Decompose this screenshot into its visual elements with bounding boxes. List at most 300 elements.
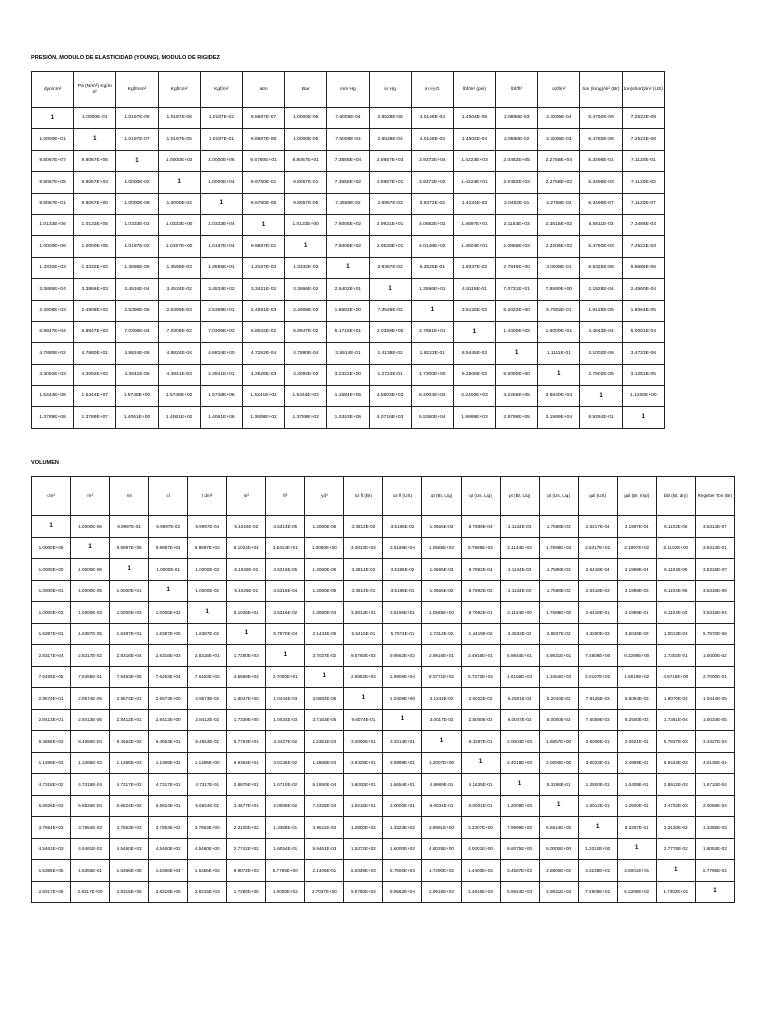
table-cell: 5.7674E-01 bbox=[383, 623, 422, 645]
table-cell: 1.0013E-04 bbox=[656, 623, 695, 645]
table-cell: 1 bbox=[656, 860, 695, 882]
table-cell: 8.3267E-01 bbox=[617, 817, 656, 839]
table-cell: 3.5316E-04 bbox=[266, 580, 305, 602]
table-cell: 1.0034E-03 bbox=[266, 709, 305, 731]
table-cell: 1 bbox=[188, 602, 227, 624]
table-cell: 6.8947E+04 bbox=[32, 321, 74, 342]
table-cell: 6.5611E-03 bbox=[580, 214, 622, 235]
table-cell: 4.3941E+01 bbox=[200, 364, 242, 385]
table-cell: 8.7989E+02 bbox=[461, 537, 500, 559]
table-cell: 4.5460E+02 bbox=[149, 838, 188, 860]
table-cell: 2.0886E-03 bbox=[496, 108, 538, 129]
table-cell: 5.1715E+01 bbox=[327, 321, 369, 342]
table-cell: 9.6780E-05 bbox=[242, 193, 284, 214]
table-row bbox=[32, 774, 735, 796]
table-cell: 4.0682E+02 bbox=[411, 214, 453, 235]
table-cell: 1.1200E+00 bbox=[622, 386, 664, 407]
table-cell: 3.0938E-01 bbox=[538, 257, 580, 278]
table-cell: 4.5460E+00 bbox=[188, 838, 227, 860]
table-cell: 1.0000E-05 bbox=[285, 129, 327, 150]
table-cell: 9.9997E-04 bbox=[188, 516, 227, 538]
table-cell: 1 bbox=[305, 666, 344, 688]
table-cell: 1.0000E+06 bbox=[32, 537, 71, 559]
table-cell: 7.3549E-02 bbox=[369, 300, 411, 321]
table-cell: 1.0000E-05 bbox=[71, 580, 110, 602]
table-cell: 4.7318E+02 bbox=[32, 774, 71, 796]
table-cell: 3.9991E+00 bbox=[422, 817, 461, 839]
table-cell: 1 bbox=[344, 688, 383, 710]
table-cell: 1.0133E+06 bbox=[32, 214, 74, 235]
table-cell: 4.8028E+00 bbox=[422, 838, 461, 860]
column-header: Pa (N/m²) Kg/m s² bbox=[74, 72, 116, 108]
table-cell: 3.5314E-07 bbox=[695, 516, 734, 538]
table-cell: 6.4750E-09 bbox=[580, 108, 622, 129]
table-row bbox=[32, 688, 735, 710]
table-cell: 2.9916E+03 bbox=[422, 881, 461, 903]
table-cell: 4.5461E-03 bbox=[71, 838, 110, 860]
table-cell: 2.0068E-02 bbox=[266, 795, 305, 817]
table-cell: 9.8687E-01 bbox=[242, 236, 284, 257]
table-cell: 1.3789E+02 bbox=[285, 407, 327, 428]
table-cell: 4.3290E-03 bbox=[578, 623, 617, 645]
table-cell: 1.0197E-06 bbox=[158, 108, 200, 129]
table-cell: 2.6418E-01 bbox=[578, 602, 617, 624]
table-cell: 1.3080E-03 bbox=[305, 602, 344, 624]
table-cell: 1.3080E+00 bbox=[305, 537, 344, 559]
table-cell: 1.8047E+00 bbox=[227, 688, 266, 710]
table-cell: 4.7880E+01 bbox=[74, 343, 116, 364]
table-cell: 2.8957E+03 bbox=[369, 150, 411, 171]
table-cell: 2.8413E+01 bbox=[32, 709, 71, 731]
table-cell: 1.3157E-03 bbox=[242, 257, 284, 278]
table-cell: 1.4224E-03 bbox=[453, 193, 495, 214]
column-header: atm bbox=[242, 72, 284, 108]
table-cell: 2.2400E+03 bbox=[453, 386, 495, 407]
table-cell: 1.1365E-03 bbox=[71, 752, 110, 774]
table-cell: 2.8316E+03 bbox=[188, 881, 227, 903]
table-cell: 1.3368E-01 bbox=[266, 817, 305, 839]
table-cell: 3.4632E-02 bbox=[500, 623, 539, 645]
table-cell: 9.5750E+04 bbox=[344, 881, 383, 903]
table-cell: 3.4534E+02 bbox=[200, 279, 242, 300]
table-cell: 2.1134E+00 bbox=[500, 602, 539, 624]
table-cell: 1.2800E+02 bbox=[344, 817, 383, 839]
column-header: gal (US) bbox=[578, 477, 617, 516]
table-cell: 2.8316E+06 bbox=[110, 881, 149, 903]
table-cell: 2.9573E+01 bbox=[110, 688, 149, 710]
table-row bbox=[32, 407, 665, 428]
table-row bbox=[32, 666, 735, 688]
table-cell: 4.0148E-03 bbox=[411, 129, 453, 150]
table-cell: 4.9119E-01 bbox=[453, 279, 495, 300]
table-cell: 5.6824E+01 bbox=[149, 795, 188, 817]
table-cell: 2.3130E-02 bbox=[656, 817, 695, 839]
table-cell: 2.8316E+03 bbox=[149, 645, 188, 667]
table-cell: 6.9354E+01 bbox=[227, 752, 266, 774]
table-cell: 9.4653E+02 bbox=[110, 731, 149, 753]
table-cell: 4.7317E+02 bbox=[110, 774, 149, 796]
column-header: lbf/in² (psi) bbox=[453, 72, 495, 108]
table-cell: 2.6417E-04 bbox=[578, 516, 617, 538]
table-row bbox=[32, 257, 665, 278]
table-cell: 1.3596E+01 bbox=[411, 279, 453, 300]
table-cell: 1.0000E-02 bbox=[188, 580, 227, 602]
table-cell: 1.0197E-08 bbox=[116, 108, 158, 129]
table-cell: 3.7854E-03 bbox=[71, 817, 110, 839]
table-cell: 7.6455E-01 bbox=[71, 666, 110, 688]
table-cell: 4.5461E+03 bbox=[32, 838, 71, 860]
table-cell: 1.6818E+02 bbox=[617, 666, 656, 688]
table-cell: 3.8682E-05 bbox=[305, 688, 344, 710]
table-cell: 3.7853E+00 bbox=[188, 817, 227, 839]
table-cell: 3.9372E+04 bbox=[411, 150, 453, 171]
table-cell: 1 bbox=[74, 129, 116, 150]
table-cell: 1.6387E+00 bbox=[149, 623, 188, 645]
table-row bbox=[32, 559, 735, 581]
table-cell: 6.3498E-01 bbox=[580, 150, 622, 171]
table-cell: 3.9367E-02 bbox=[369, 257, 411, 278]
table-row bbox=[32, 795, 735, 817]
table-cell: 6.1026E-01 bbox=[227, 580, 266, 602]
table-cell: 1.0408E-01 bbox=[617, 774, 656, 796]
table-cell: 5.7870E-06 bbox=[695, 623, 734, 645]
column-header: ft³ bbox=[266, 477, 305, 516]
pressure-conversion-table bbox=[31, 71, 665, 429]
table-cell: 9.8067E+05 bbox=[32, 172, 74, 193]
table-cell: 3.3813E+04 bbox=[344, 537, 383, 559]
table-cell: 9.6074E-01 bbox=[344, 709, 383, 731]
table-cell: 1.0444E-05 bbox=[695, 688, 734, 710]
table-cell: 3.5316E-05 bbox=[266, 559, 305, 581]
table-cell: 2.2758E+02 bbox=[538, 172, 580, 193]
table-row bbox=[32, 150, 665, 171]
table-cell: 1.4419E-02 bbox=[461, 623, 500, 645]
table-cell: 1.6366E+05 bbox=[32, 860, 71, 882]
table-cell: 1.3080E-06 bbox=[305, 516, 344, 538]
table-row bbox=[32, 214, 665, 235]
table-cell: 2.9528E-05 bbox=[369, 108, 411, 129]
table-cell: 6.8947E+03 bbox=[74, 321, 116, 342]
table-cell: 1.0197E-05 bbox=[158, 129, 200, 150]
table-cell: 3.0017E-02 bbox=[422, 709, 461, 731]
table-cell: 4.7880E-04 bbox=[285, 343, 327, 364]
table-cell: 1.1111E-01 bbox=[538, 343, 580, 364]
table-cell: 1.0000E+06 bbox=[200, 150, 242, 171]
table-cell: 2.1998E-03 bbox=[617, 580, 656, 602]
column-header: m³ bbox=[71, 477, 110, 516]
table-cell: 4.7317E+01 bbox=[149, 774, 188, 796]
table-row bbox=[32, 731, 735, 753]
table-cell: 2.1928E-04 bbox=[580, 279, 622, 300]
volume-conversion-table bbox=[31, 476, 735, 903]
table-cell: 1 bbox=[149, 580, 188, 602]
table-cell: 1.0000E+06 bbox=[32, 236, 74, 257]
table-cell: 1.2010E+00 bbox=[578, 838, 617, 860]
table-cell: 2.3206E+02 bbox=[538, 236, 580, 257]
table-cell: 7.6453E+02 bbox=[188, 666, 227, 688]
table-cell: 1.0565E+00 bbox=[422, 602, 461, 624]
table-cell: 5.5360E+04 bbox=[411, 407, 453, 428]
table-cell: 2.4908E+03 bbox=[32, 300, 74, 321]
table-cell: 3.1999E+04 bbox=[538, 407, 580, 428]
table-cell: 2.9528E-04 bbox=[369, 129, 411, 150]
column-header: pt (Us, Liq) bbox=[539, 477, 578, 516]
table-cell: 1.3608E+02 bbox=[242, 407, 284, 428]
table-cell: 4.0135E-04 bbox=[695, 752, 734, 774]
table-cell: 1 bbox=[453, 321, 495, 342]
table-cell: 1.2009E+00 bbox=[500, 795, 539, 817]
table-cell: 2.4916E+03 bbox=[461, 881, 500, 903]
table-cell: 9.8067E+01 bbox=[285, 150, 327, 171]
table-cell: 3.6126E-02 bbox=[453, 300, 495, 321]
table-cell: 7.3558E-02 bbox=[327, 193, 369, 214]
table-cell: 4.8824E+00 bbox=[200, 343, 242, 364]
table-cell: 4.9831E+01 bbox=[539, 645, 578, 667]
table-cell: 6.2500E-02 bbox=[453, 364, 495, 385]
table-cell: 1.0000E+03 bbox=[110, 602, 149, 624]
table-cell: 2.9573E-02 bbox=[188, 688, 227, 710]
table-cell: 7.5008E-03 bbox=[327, 129, 369, 150]
column-header: pt (Br, Liq) bbox=[500, 477, 539, 516]
table-cell: 5.9844E+03 bbox=[500, 881, 539, 903]
table-cell: 7.6453E+05 bbox=[110, 666, 149, 688]
column-header: cm³ bbox=[32, 477, 71, 516]
table-cell: 2.9921E+01 bbox=[369, 214, 411, 235]
table-cell: 1.4224E+01 bbox=[453, 172, 495, 193]
table-cell: 1.6710E-02 bbox=[266, 774, 305, 796]
table-cell: 6.1104E-06 bbox=[656, 559, 695, 581]
table-cell: 2.0886E+03 bbox=[496, 236, 538, 257]
table-cell: 1.4697E+01 bbox=[453, 214, 495, 235]
table-cell: 3.7853E+03 bbox=[110, 817, 149, 839]
column-header: in H₂O bbox=[411, 72, 453, 108]
table-cell: 2.0000E+00 bbox=[539, 752, 578, 774]
table-cell: 1.6366E+02 bbox=[188, 860, 227, 882]
table-cell: 9.8067E+04 bbox=[74, 172, 116, 193]
table-cell: 1.1365E+03 bbox=[110, 752, 149, 774]
table-cell: 1.5748E+06 bbox=[200, 386, 242, 407]
table-cell: 1.5444E+07 bbox=[74, 386, 116, 407]
table-cell: 2.1406E-01 bbox=[305, 860, 344, 882]
table-cell: 1.0000E-06 bbox=[71, 516, 110, 538]
table-cell: 4.4643E-04 bbox=[580, 321, 622, 342]
table-cell: 1.0409E+00 bbox=[383, 688, 422, 710]
table-cell: 1.6054E-01 bbox=[266, 838, 305, 860]
table-cell: 1.4224E+03 bbox=[453, 150, 495, 171]
table-cell: 1 bbox=[327, 257, 369, 278]
table-cell: 4.5460E+03 bbox=[110, 838, 149, 860]
table-cell: 1.0000E+01 bbox=[110, 580, 149, 602]
table-cell: 4.9989E-01 bbox=[422, 774, 461, 796]
table-cell: 1 bbox=[578, 817, 617, 839]
column-header: lbf/ft² bbox=[496, 72, 538, 108]
table-cell: 9.9662E+02 bbox=[383, 645, 422, 667]
table-cell: 1.0000E-01 bbox=[74, 108, 116, 129]
table-cell: 5.0000E-02 bbox=[539, 709, 578, 731]
table-cell: 3.4677E+01 bbox=[227, 795, 266, 817]
table-cell: 2.5852E+04 bbox=[344, 666, 383, 688]
table-cell: 2.8317E-02 bbox=[71, 645, 110, 667]
column-header: qt (Us, Liq) bbox=[461, 477, 500, 516]
table-cell: 7.6455E+05 bbox=[32, 666, 71, 688]
table-cell: 3.3307E+00 bbox=[461, 817, 500, 839]
table-cell: 2.4916E+01 bbox=[461, 645, 500, 667]
table-cell: 1.8683E+00 bbox=[327, 300, 369, 321]
table-cell: 9.9997E-02 bbox=[149, 516, 188, 538]
table-cell: 1.7302E-01 bbox=[656, 645, 695, 667]
table-cell: 4.6656E+04 bbox=[227, 666, 266, 688]
table-cell: 3.3866E+03 bbox=[74, 279, 116, 300]
table-cell: 2.4908E-03 bbox=[285, 300, 327, 321]
table-cell: 1.9999E+03 bbox=[453, 407, 495, 428]
column-header: Kgf/m² bbox=[200, 72, 242, 108]
table-cell: 1.3332E+02 bbox=[74, 257, 116, 278]
table-cell: 2.8800E+02 bbox=[539, 860, 578, 882]
column-header: dyn/cm² bbox=[32, 72, 74, 108]
column-header: yd³ bbox=[305, 477, 344, 516]
table-cell: 9.5750E+02 bbox=[344, 645, 383, 667]
table-cell: 1.4504E+01 bbox=[453, 236, 495, 257]
table-cell: 2.4581E-03 bbox=[242, 300, 284, 321]
table-cell: 1.6000E+01 bbox=[344, 774, 383, 796]
table-cell: 1.0333E-02 bbox=[116, 214, 158, 235]
table-cell: 1.3789E+07 bbox=[74, 407, 116, 428]
table-cell: 1.4504E-05 bbox=[453, 108, 495, 129]
table-cell: 1.0565E-02 bbox=[422, 580, 461, 602]
table-cell: 1.3332E+03 bbox=[32, 257, 74, 278]
table-cell: 2.8875E+01 bbox=[227, 774, 266, 796]
table-cell: 8.0771E+02 bbox=[422, 666, 461, 688]
table-cell: 6.1026E-02 bbox=[227, 559, 266, 581]
table-cell: 9.6075E+00 bbox=[500, 838, 539, 860]
table-cell: 5.7796E+00 bbox=[266, 860, 305, 882]
table-cell: 9.9997E+04 bbox=[149, 537, 188, 559]
table-cell: 3.3427E-04 bbox=[695, 731, 734, 753]
table-cell: 1.3595E-03 bbox=[158, 257, 200, 278]
table-cell: 1.6387E-02 bbox=[188, 623, 227, 645]
column-header: in Hg bbox=[369, 72, 411, 108]
table-cell: 3.3866E+04 bbox=[32, 279, 74, 300]
table-cell: 4.0148E-04 bbox=[411, 108, 453, 129]
header-row bbox=[32, 72, 665, 108]
table-cell: 1.0000E-06 bbox=[285, 108, 327, 129]
table-cell: 7.0306E-04 bbox=[116, 321, 158, 342]
table-cell: 2.3515E+02 bbox=[538, 214, 580, 235]
table-cell: 1.0333E+00 bbox=[158, 214, 200, 235]
table-cell: 1.0000E-06 bbox=[71, 559, 110, 581]
table-cell: 5.9461E-03 bbox=[305, 838, 344, 860]
table-cell: 5.6826E+02 bbox=[32, 795, 71, 817]
table-cell: 2.0359E+00 bbox=[369, 321, 411, 342]
table-cell: 9.8067E-01 bbox=[285, 172, 327, 193]
table-cell: 1 bbox=[500, 774, 539, 796]
table-cell: 9.8067E+00 bbox=[74, 193, 116, 214]
table-cell: 3.5914E-01 bbox=[327, 343, 369, 364]
table-cell: 1.6387E+01 bbox=[32, 623, 71, 645]
table-cell: 1.8064E-05 bbox=[622, 300, 664, 321]
table-cell: 2.6418E-03 bbox=[578, 580, 617, 602]
table-cell: 4.9511E-03 bbox=[305, 817, 344, 839]
table-row bbox=[32, 236, 665, 257]
table-cell: 2.2758E+04 bbox=[538, 150, 580, 171]
table-cell: 5.0001E-04 bbox=[622, 321, 664, 342]
table-cell: 2.1134E+03 bbox=[500, 537, 539, 559]
table-cell: 2.1134E-02 bbox=[500, 580, 539, 602]
table-cell: 4.0716E+03 bbox=[369, 407, 411, 428]
table-cell: 1.0000E-06 bbox=[116, 193, 158, 214]
table-cell: 1.6000E+02 bbox=[383, 838, 422, 860]
table-cell: 6.4750E-08 bbox=[580, 129, 622, 150]
table-cell: 5.6826E-04 bbox=[71, 795, 110, 817]
table-cell: 2.1997E+02 bbox=[617, 537, 656, 559]
table-cell: 3.5314E+01 bbox=[266, 537, 305, 559]
table-cell: 1.7280E+05 bbox=[227, 881, 266, 903]
column-header: in³ bbox=[227, 477, 266, 516]
table-row bbox=[32, 108, 665, 129]
table-cell: 1.0000E-02 bbox=[695, 645, 734, 667]
table-cell: 5.5339E+03 bbox=[344, 860, 383, 882]
table-cell: 1.8070E-04 bbox=[656, 688, 695, 710]
table-cell: 3.5314E-01 bbox=[695, 537, 734, 559]
table-cell: 2.5000E-02 bbox=[461, 709, 500, 731]
table-cell: 1.6054E-03 bbox=[695, 838, 734, 860]
table-cell: 6.1024E-02 bbox=[227, 516, 266, 538]
table-cell: 9.6780E-01 bbox=[242, 172, 284, 193]
table-cell: 4.3092E+02 bbox=[74, 364, 116, 385]
table-cell: 9.9997E-01 bbox=[110, 516, 149, 538]
table-cell: 1.0000E+02 bbox=[266, 881, 305, 903]
table-cell: 1.3454E+03 bbox=[539, 666, 578, 688]
table-cell: 4.6716E+00 bbox=[656, 666, 695, 688]
table-cell: 1.2500E-01 bbox=[617, 795, 656, 817]
table-cell: 2.8912E-03 bbox=[656, 774, 695, 796]
table-cell: 2.6022E-02 bbox=[461, 688, 500, 710]
table-cell: 3.2322E+00 bbox=[327, 364, 369, 385]
table-cell: 1.6387E-05 bbox=[71, 623, 110, 645]
table-cell: 2.7681E+01 bbox=[411, 321, 453, 342]
table-cell: 1.4061E+00 bbox=[116, 407, 158, 428]
table-cell: 1.0034E-05 bbox=[695, 709, 734, 731]
table-cell: 1 bbox=[496, 343, 538, 364]
table-cell: 6.9445E-03 bbox=[453, 343, 495, 364]
table-cell: 2.8957E+01 bbox=[369, 172, 411, 193]
table-row bbox=[32, 321, 665, 342]
table-cell: 5.6824E-01 bbox=[188, 795, 227, 817]
table-cell: 2.7845E+00 bbox=[496, 257, 538, 278]
pressure-table-title: PRESIÓN, MODULO DE ELASTICIDAD (YOUNG), MODULO DE RIGIDEZ bbox=[31, 55, 220, 61]
table-cell: 1.0197E+04 bbox=[200, 236, 242, 257]
table-cell: 3.1244E-02 bbox=[422, 688, 461, 710]
table-cell: 1.6158E+03 bbox=[500, 666, 539, 688]
table-cell: 2.4560E-04 bbox=[622, 279, 664, 300]
table-cell: 1.5444E+08 bbox=[32, 386, 74, 407]
table-cell: 9.9997E+02 bbox=[188, 537, 227, 559]
table-cell: 1.7598E+00 bbox=[539, 602, 578, 624]
column-header: mm Hg bbox=[327, 72, 369, 108]
column-header: Kgf/cm² bbox=[158, 72, 200, 108]
table-cell: 9.8067E+06 bbox=[74, 150, 116, 171]
table-row bbox=[32, 300, 665, 321]
table-cell: 1 bbox=[622, 407, 664, 428]
table-cell: 3.0023E-01 bbox=[578, 752, 617, 774]
table-cell: 1.3332E-03 bbox=[285, 257, 327, 278]
table-cell: 4.0148E+02 bbox=[411, 236, 453, 257]
table-cell: 1.0333E+04 bbox=[200, 214, 242, 235]
table-cell: 3.3427E-02 bbox=[266, 731, 305, 753]
table-cell: 7.0306E-02 bbox=[158, 321, 200, 342]
table-cell: 3.3813E-02 bbox=[344, 516, 383, 538]
table-row bbox=[32, 860, 735, 882]
